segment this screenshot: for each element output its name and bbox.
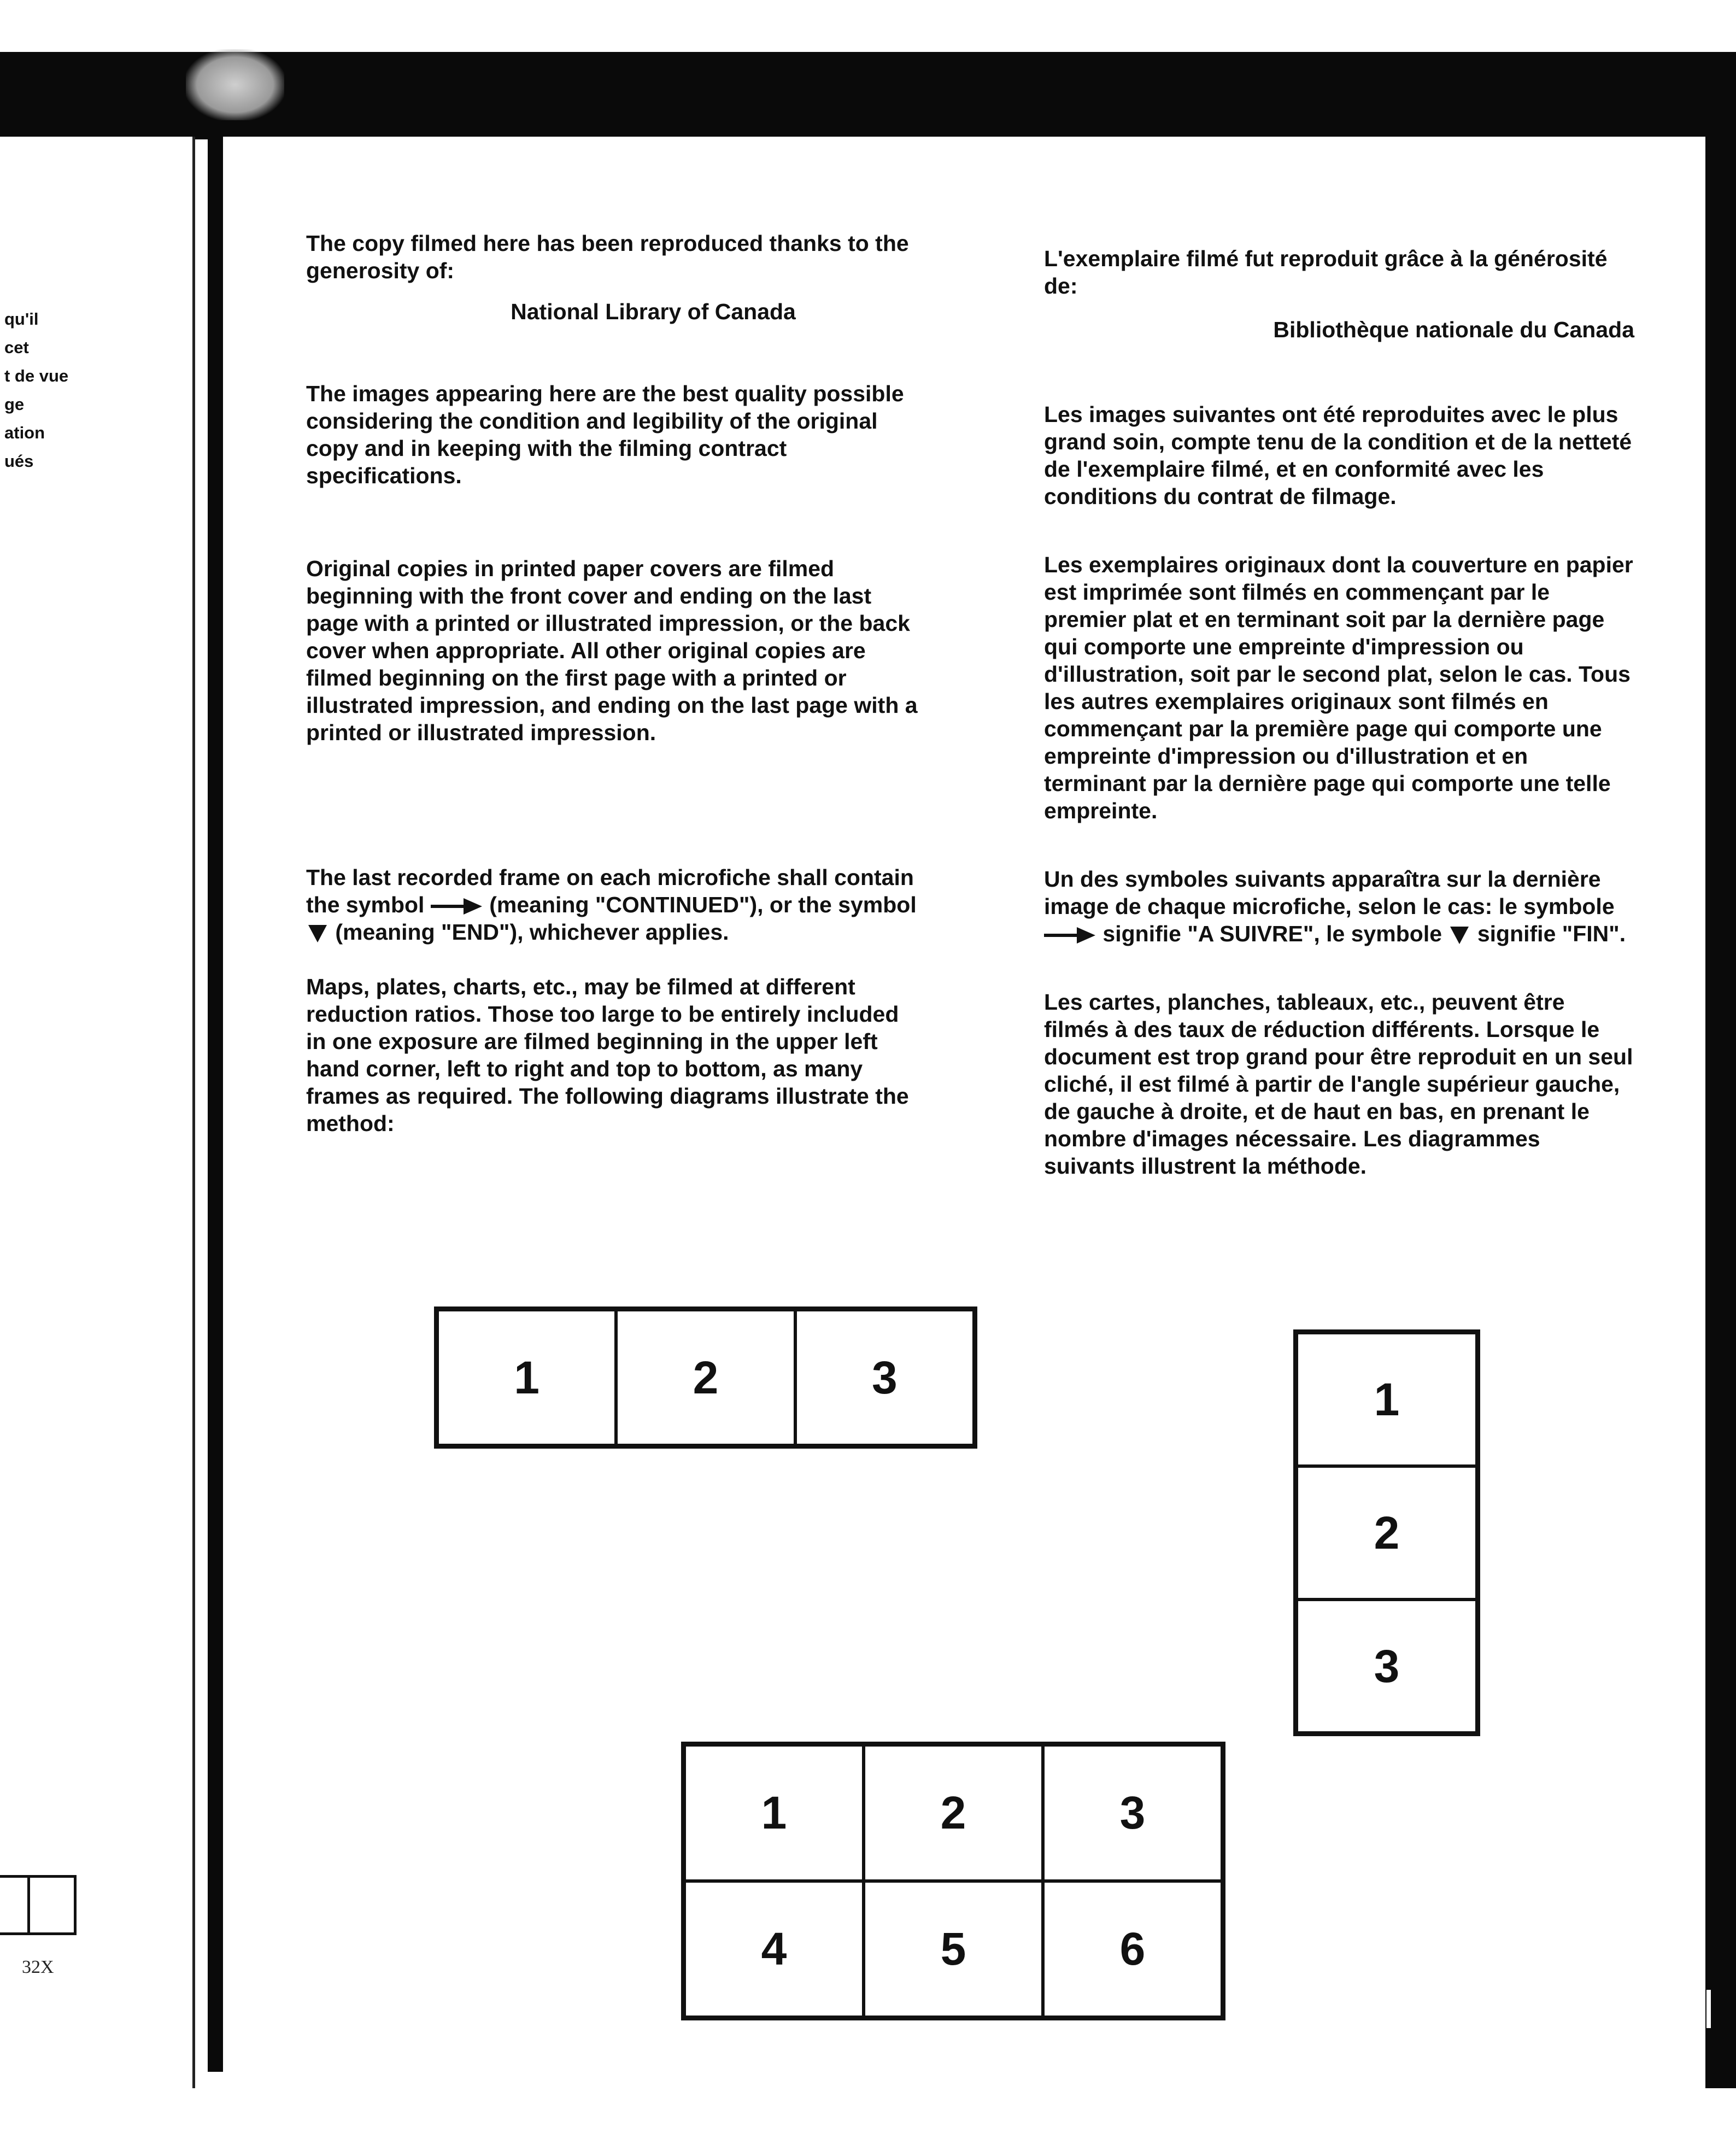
left-snippet: ge: [4, 395, 25, 414]
french-covers-paragraph: Les exemplaires originaux dont la couverture en papier est imprimée sont filmés en commençant par le premier plat et en terminant soit par la dernière page qui comporte une empreinte d'impression ou d'illustration, soit par le second plat, selon le cas. Tous les autres exemplaires originaux sont filmés en commençant par la première page qui comporte une empreinte d'impression ou d'illustration et en terminant par la dernière page qui comporte une telle empreinte.: [1044, 552, 1633, 823]
diagram-cell: 1: [1297, 1333, 1477, 1466]
edge-mark: [1706, 1990, 1711, 2028]
french-credit-line: L'exemplaire filmé fut reproduit grâce à la générosité de:: [1044, 246, 1608, 298]
diagram-cell: 2: [616, 1310, 795, 1445]
diagram-cell: 3: [795, 1310, 974, 1445]
diagram-vertical: [1293, 1329, 1480, 1736]
english-credit-line: The copy filmed here has been reproduced thanks to the generosity of:: [306, 231, 909, 283]
left-snippet: cet: [4, 338, 29, 357]
left-snippet: ation: [4, 423, 45, 442]
french-symbol-paragraph: [1044, 865, 1634, 947]
french-maps-paragraph: Les cartes, planches, tableaux, etc., peuvent être filmés à des taux de réduction différents. Lorsque le document est trop grand pour être reproduit en un seul cliché, il est filmé à partir de l'angle supérieur gauche, de gauche à droite, et de haut en bas, en prenant le nombre d'images nécessaire. Les diagrammes suivants illustrent la méthode.: [1044, 989, 1633, 1179]
english-column: [306, 230, 918, 1137]
film-right-border: [1705, 55, 1736, 2156]
french-symbol-text-1: Un des symboles suivants apparaîtra sur la dernière image de chaque microfiche, selon le cas: le symbole: [1044, 866, 1615, 919]
french-column: [1044, 245, 1634, 1180]
diagram-cell: 4: [684, 1881, 864, 2017]
triangle-down-icon: [1450, 927, 1469, 944]
page-gutter-shadow: [208, 126, 223, 2072]
left-snippet: ués: [4, 452, 34, 471]
french-symbol-text-3: signifie "FIN".: [1477, 921, 1626, 946]
diagram-cell: 1: [684, 1745, 864, 1881]
film-smudge: [186, 49, 284, 120]
french-institution: Bibliothèque nationale du Canada: [1273, 317, 1634, 342]
left-diagram-fragment: [0, 1875, 77, 1935]
diagram-cell: 2: [864, 1745, 1043, 1881]
diagram-horizontal: [434, 1307, 977, 1449]
previous-page-strip: [0, 137, 195, 2088]
french-quality-paragraph: Les images suivantes ont été reproduites avec le plus grand soin, compte tenu de la condition et de la netteté de l'exemplaire filmé, et en conformité avec les conditions du contrat de filmage.: [1044, 402, 1632, 509]
diagram-cell: 3: [1297, 1600, 1477, 1733]
left-snippet: t de vue: [4, 366, 69, 385]
arrow-right-icon: [431, 898, 483, 915]
triangle-down-icon: [308, 925, 327, 942]
diagram-cell: 5: [864, 1881, 1043, 2017]
left-page-number: 32X: [22, 1957, 54, 1977]
diagram-cell: 2: [1297, 1466, 1477, 1600]
diagram-cell: 1: [437, 1310, 616, 1445]
english-symbol-paragraph: [306, 864, 918, 946]
diagram-cell: 3: [1043, 1745, 1222, 1881]
english-symbol-text-3: (meaning "END"), whichever applies.: [335, 919, 729, 945]
english-symbol-text-2: (meaning "CONTINUED"), or the symbol: [489, 892, 917, 917]
english-institution: National Library of Canada: [511, 299, 796, 324]
arrow-right-icon: [1044, 927, 1096, 944]
french-symbol-text-2: signifie "A SUIVRE", le symbole: [1102, 921, 1442, 946]
english-maps-paragraph: Maps, plates, charts, etc., may be filmed at different reduction ratios. Those too large to be entirely included in one exposure are filmed beginning in the upper left hand corner, left to right and top to bottom, as many frames as required. The following diagrams illustrate the method:: [306, 974, 909, 1136]
english-covers-paragraph: Original copies in printed paper covers are filmed beginning with the front cover and ending on the last page with a printed or illustrated impression, or the back cover when appropriate. All other original copies are filmed beginning on the first page with a printed or illustrated impression, and ending on the last page with a printed or illustrated impression.: [306, 556, 918, 745]
left-snippet: qu'il: [4, 309, 39, 329]
diagram-cell: 6: [1043, 1881, 1222, 2017]
english-symbol-text-1: The last recorded frame on each microfiche shall contain the symbol: [306, 865, 914, 917]
english-quality-paragraph: The images appearing here are the best quality possible considering the condition and legibility of the original copy and in keeping with the filming contract specifications.: [306, 381, 904, 488]
diagram-grid: [681, 1742, 1225, 2020]
top-margin: [0, 0, 1736, 55]
bottom-margin: [0, 2088, 1736, 2156]
